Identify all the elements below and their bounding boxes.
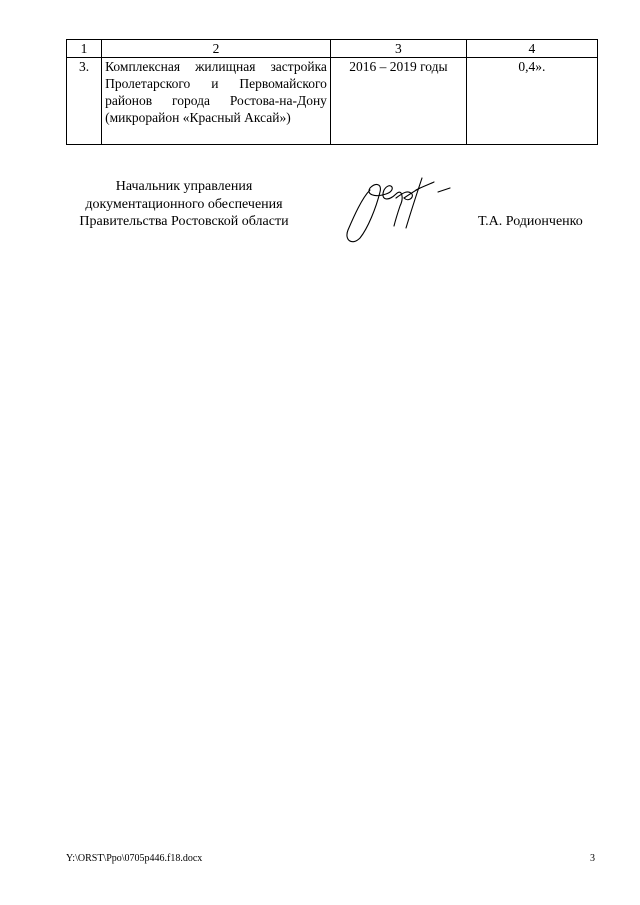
footer-page-number: 3 xyxy=(590,853,595,864)
handwritten-signature xyxy=(340,168,460,254)
row-period: 2016 – 2019 годы xyxy=(330,58,466,145)
footer-file-path: Y:\ORST\Ppo\0705p446.f18.docx xyxy=(66,853,203,864)
signer-title-line: Правительства Ростовской области xyxy=(79,214,289,229)
row-value: 0,4». xyxy=(466,58,597,145)
signer-title-line: документационного обеспечения xyxy=(85,196,283,212)
row-name-line: Комплексная жилищная застройка xyxy=(105,59,327,74)
header-cell-1: 1 xyxy=(67,40,102,58)
signer-title xyxy=(60,178,308,231)
header-cell-3: 3 xyxy=(330,40,466,58)
header-cell-4: 4 xyxy=(466,40,597,58)
row-name xyxy=(102,58,331,145)
row-name-line: Пролетарского и Первомайского xyxy=(105,76,327,91)
data-table xyxy=(66,39,598,145)
header-cell-2: 2 xyxy=(102,40,331,58)
row-name-line: районов города Ростова-на-Дону xyxy=(105,93,327,108)
row-number: 3. xyxy=(67,58,102,145)
table-row xyxy=(67,58,598,145)
row-name-line: (микрорайон «Красный Аксай») xyxy=(105,110,291,125)
signer-name: Т.А. Родионченко xyxy=(478,214,583,229)
signer-title-line: Начальник управления xyxy=(115,179,253,194)
table-header-row xyxy=(67,40,598,58)
